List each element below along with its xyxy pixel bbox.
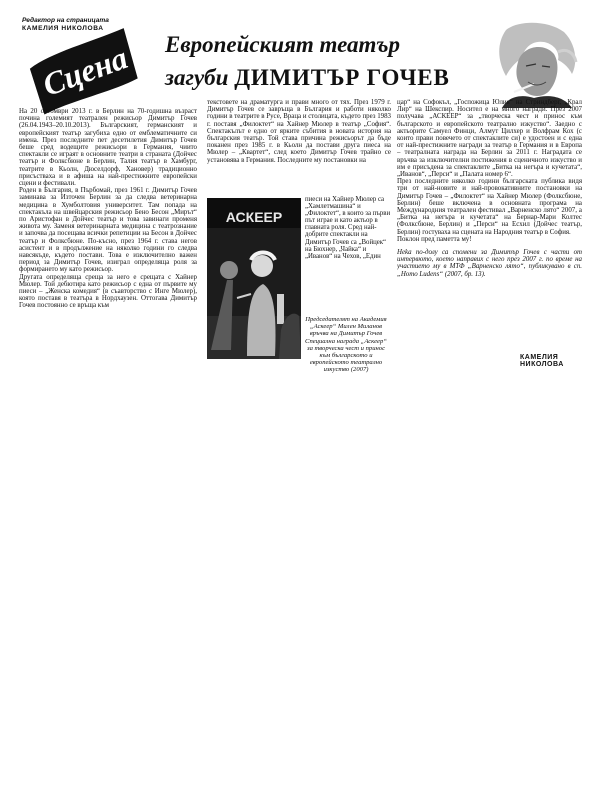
editor-role: Редактор на страницата bbox=[22, 17, 109, 24]
photo-caption: Председателят на Академия „Аскеер“ Милен Миланов връчва на Димитър Гочев Специална награда „Аскеер“ за творческа чест и принос към българското и европейското театрално изкуство (2007) bbox=[305, 316, 387, 374]
headline-line-2-prefix: загуби bbox=[165, 65, 229, 90]
rubric-text: Сцена bbox=[37, 39, 133, 103]
author-signature: КАМЕЛИЯ НИКОЛОВА bbox=[520, 354, 564, 368]
article-column-3 bbox=[397, 99, 582, 364]
headline-line-2-name: ДИМИТЪР ГОЧЕВ bbox=[234, 65, 450, 90]
article-column-2 bbox=[207, 99, 391, 191]
article-column-1 bbox=[19, 108, 197, 360]
award-stage-photo bbox=[207, 198, 301, 359]
paragraph: Другата определяща среща за него е срещата с Хайнер Мюлер. Той дебютира като режисьор с една от първите му пиеси – „Женска комедия“ (в съавторство с Инге Мюлер), която поставя в театъра в Нордхаузен. Оттогава Димитър Гочев постоянно се връща към bbox=[19, 273, 197, 310]
portrait-photo bbox=[488, 22, 580, 108]
section-rubric bbox=[23, 23, 148, 119]
paragraph: Поклон пред паметта му! bbox=[397, 235, 472, 243]
headline-line-1: Европейският театър bbox=[165, 32, 401, 57]
stage-sign-text: АСКЕЕР bbox=[225, 209, 283, 225]
paragraph: Роден в България, в Пърбомай, през 1961 г. Димитър Гочев заминава за Източен Берлин за да следва ветеринарна медицина в Хумболтовия университет. Там попада на спектакъла на швейцарския режисьор Бено Бесон „Мирът“ по Аристофан в Дойчес театър и това завинаги променя живота му. Заменя ветеринарната медицина с театрознание и започва да посещава всички репетиции на Бесон в Дойчес театър и Фолксбюне. По-късно, през 1964 г. става негов асистент и в продължение на няколко години го следва навсякъде, където постави. Това е изключително важен период за Димитър Гочев, изиграл определяща роля за формирането му като режисьор. bbox=[19, 187, 197, 274]
paragraph: На 20 октомври 2013 г. в Берлин на 70-годишна възраст почина големият театрален режисьор Димитър Гочев (26.04.1943–20.10.2013). Българският, германският и европейският театър загубиха едно от емблематичните си имена. През последните пет десетилетия Димитър Гочев беше сред водещите режисьори в Германия, чиито спектакли се играят в основните театри в страната (Дойчес театър и Фолксбюне в Берлин, Талия театър в Хамбург, театрите в Кьолн, Дюселдорф, Хановер) традиционно присъстваха и в афиша на най-престижните европейски сцени и фестивали. bbox=[19, 108, 197, 188]
paragraph: цар“ на Софокъл, „Госпожица Юлия“ на Стриндберг, „Крал Лир“ на Шекспир. Носител е на много награди. През 2007 получава „АСКЕЕР“ за „творческа чест и принос към българското и европейското театрално изкуство“. Заедно с актьорите Самуел Финци, Алмут Цилхер и Волфрам Кох (с които прави повечето от спектаклите си) е удостоен и с една от най-престижните награди за театър в Германия и в Европа – театралната награда на Берлин за 2011 г. Наградата се връчва за изключителни постижения в сценичното изкуство и им е присъдена за спектаклите „Битка на негъра и кучетата“, „Иванов“, „Перси“ и „Палата номер 6“. bbox=[397, 99, 582, 179]
paragraph: пиеси на Хайнер Мюлер са „Хамлетмашина“ и „Филоктет“, в които за първи път играе и като актьор в главната роля. Сред най-добрите спектакли на Димитър Гочев са „Войцек“ на Бюхнер, „Чайка“ и „Иванов“ на Чехов, „Един bbox=[305, 196, 391, 260]
editor-name: КАМЕЛИЯ НИКОЛОВА bbox=[22, 25, 104, 32]
article-column-2-continued bbox=[305, 196, 391, 316]
paragraph: През последните няколко години българската публика видя три от най-новите и най-провокативните постановки на Димитър Гочев – „Филоктет“ на Хайнер Мюлер (Фолксбюне, Берлин) беше включена в основната програма на Международния театрален фестивал „Варненско лято“ 2007, а „Битка на негъра и кучетата“ на Бернар-Мари Колтес (Фолксбюне, Берлин) и „Перси“ на Есхил (Дойчес театър, Берлин) гостуваха на сцената на Народния театър в София. bbox=[397, 178, 582, 236]
article-headline bbox=[165, 28, 465, 94]
interview-note: Неka no-долу са спомени за Димитър Гочев с части от интервюто, което направих с него през 2007 г. по време на участието му в МТФ „Варненско лято“, публикувано в сп. „Homo Ludens“ (2007, бр. 13). bbox=[397, 249, 582, 278]
editor-credit bbox=[22, 17, 109, 33]
paragraph: текстовете на драматурга и прави много от тях. През 1979 г. Димитър Гочев се завръща в България и работи няколко години в театрите в Русе, Враца и столицата, където през 1983 г. поставя „Филоктет“ на Хайнер Мюлер в театър „София“. Спектакълът е едно от ярките събития в новата история на българския театър. Той става причина режисьорът да бъде поканен през 1985 г. в Кьолн да постави друга пиеса на Мюлер – „Квартет“, след което Димитър Гочев трайно се установява в Германия. Последните му постановки на bbox=[207, 99, 391, 164]
